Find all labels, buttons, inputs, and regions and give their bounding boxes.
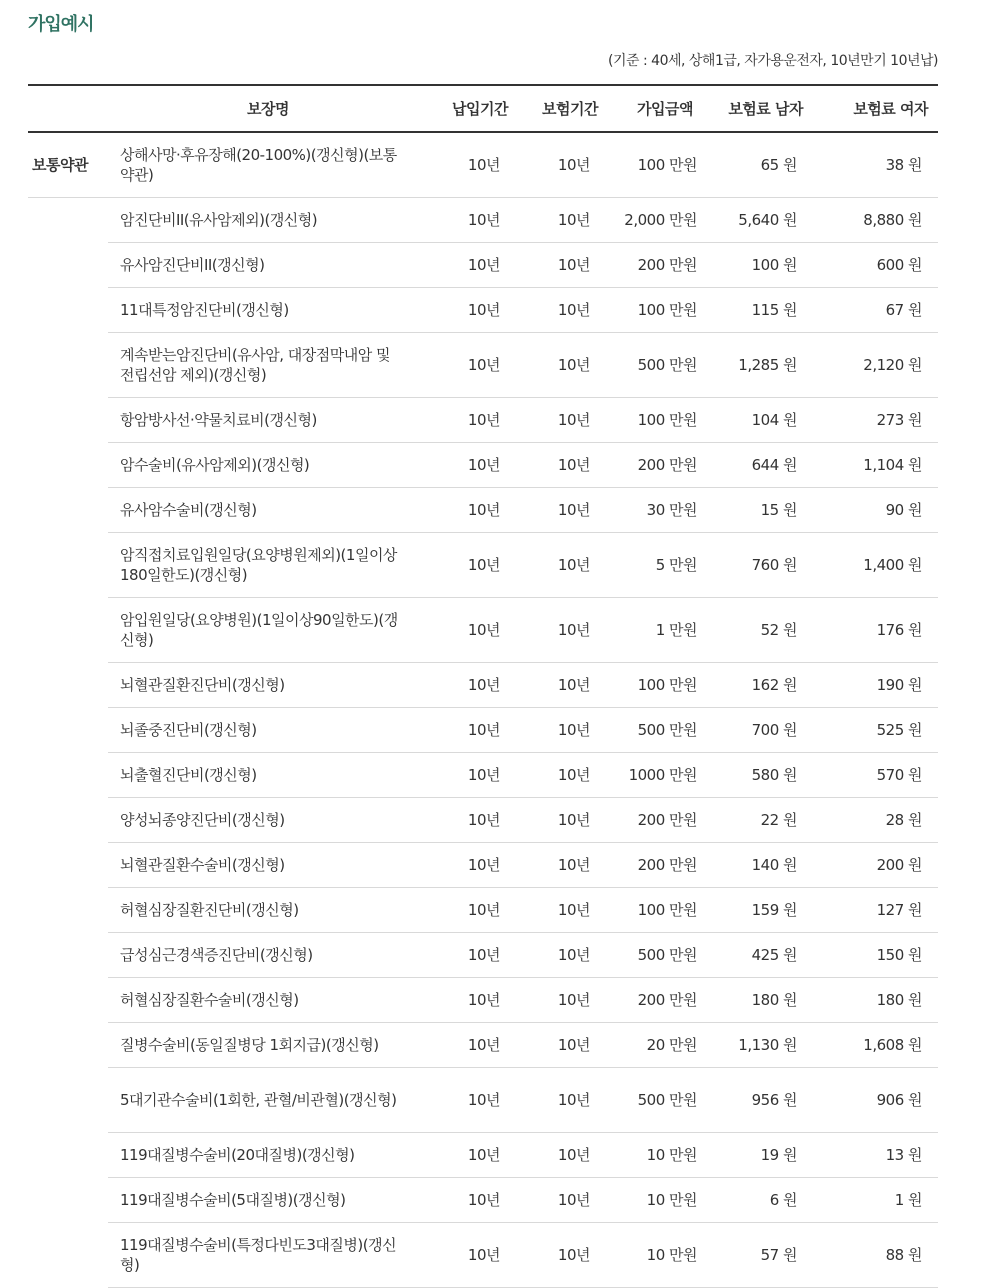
insurance-period-cell: 10년 xyxy=(518,132,608,197)
section-cell xyxy=(28,887,108,932)
section-cell xyxy=(28,487,108,532)
premium-female-cell: 150 원 xyxy=(813,932,938,977)
table-row xyxy=(28,1222,938,1287)
amount-cell: 100 만원 xyxy=(608,662,703,707)
insurance-period-cell: 10년 xyxy=(518,662,608,707)
premium-male-cell: 180 원 xyxy=(703,977,813,1022)
table-row xyxy=(28,752,938,797)
section-cell xyxy=(28,977,108,1022)
premium-male-cell: 159 원 xyxy=(703,887,813,932)
coverage-name: 11대특정암진단비(갱신형) xyxy=(108,287,428,332)
premium-male-cell: 5,640 원 xyxy=(703,197,813,242)
insurance-period-cell: 10년 xyxy=(518,532,608,597)
premium-female-cell: 190 원 xyxy=(813,662,938,707)
section-cell xyxy=(28,662,108,707)
insurance-period-cell: 10년 xyxy=(518,487,608,532)
insurance-period-cell: 10년 xyxy=(518,1222,608,1287)
coverage-name: 허혈심장질환진단비(갱신형) xyxy=(108,887,428,932)
pay-period-cell: 10년 xyxy=(428,487,518,532)
insurance-period-cell: 10년 xyxy=(518,1132,608,1177)
section-label: 보통약관 xyxy=(28,132,108,197)
premium-male-cell: 700 원 xyxy=(703,707,813,752)
table-row xyxy=(28,842,938,887)
premium-male-cell: 1,285 원 xyxy=(703,332,813,397)
header-section xyxy=(28,85,108,132)
table-row xyxy=(28,242,938,287)
table-row xyxy=(28,442,938,487)
pay-period-cell: 10년 xyxy=(428,1222,518,1287)
premium-female-cell: 1 원 xyxy=(813,1177,938,1222)
header-premium-female: 보험료 여자 xyxy=(813,85,938,132)
section-cell xyxy=(28,1132,108,1177)
insurance-period-cell: 10년 xyxy=(518,797,608,842)
pay-period-cell: 10년 xyxy=(428,597,518,662)
pay-period-cell: 10년 xyxy=(428,1067,518,1132)
amount-cell: 100 만원 xyxy=(608,887,703,932)
table-row xyxy=(28,707,938,752)
amount-cell: 200 만원 xyxy=(608,242,703,287)
section-cell xyxy=(28,1222,108,1287)
premium-female-cell: 200 원 xyxy=(813,842,938,887)
pay-period-cell: 10년 xyxy=(428,1177,518,1222)
premium-male-cell: 57 원 xyxy=(703,1222,813,1287)
premium-male-cell: 100 원 xyxy=(703,242,813,287)
coverage-name: 허혈심장질환수술비(갱신형) xyxy=(108,977,428,1022)
section-cell xyxy=(28,397,108,442)
header-premium-male: 보험료 남자 xyxy=(703,85,813,132)
coverage-name: 계속받는암진단비(유사암, 대장점막내암 및 전립선암 제외)(갱신형) xyxy=(108,332,428,397)
coverage-name: 119대질병수술비(20대질병)(갱신형) xyxy=(108,1132,428,1177)
section-cell xyxy=(28,332,108,397)
section-cell xyxy=(28,932,108,977)
table-row xyxy=(28,887,938,932)
insurance-period-cell: 10년 xyxy=(518,1022,608,1067)
pay-period-cell: 10년 xyxy=(428,842,518,887)
premium-male-cell: 15 원 xyxy=(703,487,813,532)
amount-cell: 2,000 만원 xyxy=(608,197,703,242)
coverage-name: 급성심근경색증진단비(갱신형) xyxy=(108,932,428,977)
premium-female-cell: 8,880 원 xyxy=(813,197,938,242)
premium-male-cell: 104 원 xyxy=(703,397,813,442)
premium-male-cell: 6 원 xyxy=(703,1177,813,1222)
coverage-name: 뇌혈관질환진단비(갱신형) xyxy=(108,662,428,707)
coverage-name: 뇌졸중진단비(갱신형) xyxy=(108,707,428,752)
premium-female-cell: 38 원 xyxy=(813,132,938,197)
table-row xyxy=(28,977,938,1022)
section-cell xyxy=(28,707,108,752)
amount-cell: 10 만원 xyxy=(608,1177,703,1222)
amount-cell: 100 만원 xyxy=(608,287,703,332)
table-row xyxy=(28,197,938,242)
premium-female-cell: 906 원 xyxy=(813,1067,938,1132)
section-cell xyxy=(28,287,108,332)
coverage-name: 뇌혈관질환수술비(갱신형) xyxy=(108,842,428,887)
amount-cell: 500 만원 xyxy=(608,1067,703,1132)
pay-period-cell: 10년 xyxy=(428,287,518,332)
premium-female-cell: 13 원 xyxy=(813,1132,938,1177)
amount-cell: 30 만원 xyxy=(608,487,703,532)
premium-female-cell: 525 원 xyxy=(813,707,938,752)
coverage-name: 암직접치료입원일당(요양병원제외)(1일이상180일한도)(갱신형) xyxy=(108,532,428,597)
pay-period-cell: 10년 xyxy=(428,932,518,977)
insurance-period-cell: 10년 xyxy=(518,752,608,797)
pay-period-cell: 10년 xyxy=(428,797,518,842)
section-cell xyxy=(28,797,108,842)
premium-female-cell: 28 원 xyxy=(813,797,938,842)
insurance-period-cell: 10년 xyxy=(518,932,608,977)
coverage-name: 암수술비(유사암제외)(갱신형) xyxy=(108,442,428,487)
coverage-name: 상해사망·후유장해(20-100%)(갱신형)(보통약관) xyxy=(108,132,428,197)
premium-male-cell: 644 원 xyxy=(703,442,813,487)
insurance-period-cell: 10년 xyxy=(518,397,608,442)
premium-female-cell: 176 원 xyxy=(813,597,938,662)
pay-period-cell: 10년 xyxy=(428,707,518,752)
premium-male-cell: 19 원 xyxy=(703,1132,813,1177)
premium-male-cell: 115 원 xyxy=(703,287,813,332)
header-pay-period: 납입기간 xyxy=(428,85,518,132)
insurance-period-cell: 10년 xyxy=(518,442,608,487)
amount-cell: 200 만원 xyxy=(608,842,703,887)
premium-female-cell: 570 원 xyxy=(813,752,938,797)
coverage-name: 질병수술비(동일질병당 1회지급)(갱신형) xyxy=(108,1022,428,1067)
amount-cell: 200 만원 xyxy=(608,442,703,487)
coverage-name: 항암방사선·약물치료비(갱신형) xyxy=(108,397,428,442)
premium-male-cell: 760 원 xyxy=(703,532,813,597)
insurance-period-cell: 10년 xyxy=(518,707,608,752)
pay-period-cell: 10년 xyxy=(428,1022,518,1067)
insurance-period-cell: 10년 xyxy=(518,287,608,332)
pay-period-cell: 10년 xyxy=(428,397,518,442)
pay-period-cell: 10년 xyxy=(428,977,518,1022)
table-row xyxy=(28,132,938,197)
amount-cell: 500 만원 xyxy=(608,332,703,397)
table-row xyxy=(28,487,938,532)
premium-female-cell: 90 원 xyxy=(813,487,938,532)
pay-period-cell: 10년 xyxy=(428,332,518,397)
table-row xyxy=(28,1022,938,1067)
coverage-table xyxy=(28,84,938,1288)
section-cell xyxy=(28,197,108,242)
table-row xyxy=(28,1132,938,1177)
premium-male-cell: 580 원 xyxy=(703,752,813,797)
coverage-name: 양성뇌종양진단비(갱신형) xyxy=(108,797,428,842)
coverage-name: 유사암진단비II(갱신형) xyxy=(108,242,428,287)
insurance-period-cell: 10년 xyxy=(518,242,608,287)
insurance-period-cell: 10년 xyxy=(518,887,608,932)
premium-female-cell: 1,104 원 xyxy=(813,442,938,487)
amount-cell: 1000 만원 xyxy=(608,752,703,797)
pay-period-cell: 10년 xyxy=(428,887,518,932)
pay-period-cell: 10년 xyxy=(428,1132,518,1177)
premium-female-cell: 1,608 원 xyxy=(813,1022,938,1067)
section-cell xyxy=(28,1177,108,1222)
section-cell xyxy=(28,242,108,287)
premium-female-cell: 127 원 xyxy=(813,887,938,932)
premium-male-cell: 162 원 xyxy=(703,662,813,707)
premium-male-cell: 65 원 xyxy=(703,132,813,197)
pay-period-cell: 10년 xyxy=(428,197,518,242)
coverage-name: 5대기관수술비(1회한, 관혈/비관혈)(갱신형) xyxy=(108,1067,428,1132)
table-row xyxy=(28,332,938,397)
coverage-name: 유사암수술비(갱신형) xyxy=(108,487,428,532)
amount-cell: 200 만원 xyxy=(608,977,703,1022)
header-insurance-period: 보험기간 xyxy=(518,85,608,132)
amount-cell: 500 만원 xyxy=(608,707,703,752)
table-row xyxy=(28,597,938,662)
basis-note: (기준 : 40세, 상해1급, 자가용운전자, 10년만기 10년납) xyxy=(608,53,938,69)
coverage-name: 뇌출혈진단비(갱신형) xyxy=(108,752,428,797)
table-row xyxy=(28,662,938,707)
premium-male-cell: 52 원 xyxy=(703,597,813,662)
premium-female-cell: 67 원 xyxy=(813,287,938,332)
section-cell xyxy=(28,1022,108,1067)
amount-cell: 10 만원 xyxy=(608,1132,703,1177)
insurance-period-cell: 10년 xyxy=(518,842,608,887)
insurance-period-cell: 10년 xyxy=(518,597,608,662)
section-cell xyxy=(28,597,108,662)
insurance-period-cell: 10년 xyxy=(518,1067,608,1132)
section-cell xyxy=(28,532,108,597)
table-row xyxy=(28,1067,938,1132)
premium-male-cell: 425 원 xyxy=(703,932,813,977)
pay-period-cell: 10년 xyxy=(428,442,518,487)
amount-cell: 100 만원 xyxy=(608,397,703,442)
amount-cell: 5 만원 xyxy=(608,532,703,597)
section-cell xyxy=(28,842,108,887)
table-body xyxy=(28,132,938,1287)
insurance-period-cell: 10년 xyxy=(518,332,608,397)
pay-period-cell: 10년 xyxy=(428,242,518,287)
premium-male-cell: 22 원 xyxy=(703,797,813,842)
amount-cell: 20 만원 xyxy=(608,1022,703,1067)
coverage-name: 119대질병수술비(특정다빈도3대질병)(갱신형) xyxy=(108,1222,428,1287)
premium-female-cell: 1,400 원 xyxy=(813,532,938,597)
pay-period-cell: 10년 xyxy=(428,532,518,597)
premium-male-cell: 140 원 xyxy=(703,842,813,887)
amount-cell: 1 만원 xyxy=(608,597,703,662)
premium-female-cell: 2,120 원 xyxy=(813,332,938,397)
pay-period-cell: 10년 xyxy=(428,132,518,197)
page-title: 가입예시 xyxy=(28,14,94,35)
amount-cell: 200 만원 xyxy=(608,797,703,842)
pay-period-cell: 10년 xyxy=(428,752,518,797)
coverage-name: 암입원일당(요양병원)(1일이상90일한도)(갱신형) xyxy=(108,597,428,662)
premium-male-cell: 956 원 xyxy=(703,1067,813,1132)
premium-female-cell: 88 원 xyxy=(813,1222,938,1287)
table-row xyxy=(28,1177,938,1222)
table-row xyxy=(28,532,938,597)
amount-cell: 100 만원 xyxy=(608,132,703,197)
insurance-period-cell: 10년 xyxy=(518,977,608,1022)
header-amount: 가입금액 xyxy=(608,85,703,132)
coverage-name: 119대질병수술비(5대질병)(갱신형) xyxy=(108,1177,428,1222)
premium-female-cell: 600 원 xyxy=(813,242,938,287)
pay-period-cell: 10년 xyxy=(428,662,518,707)
table-header xyxy=(28,85,938,132)
section-cell xyxy=(28,442,108,487)
amount-cell: 10 만원 xyxy=(608,1222,703,1287)
insurance-period-cell: 10년 xyxy=(518,197,608,242)
premium-female-cell: 273 원 xyxy=(813,397,938,442)
table-row xyxy=(28,397,938,442)
table-row xyxy=(28,287,938,332)
section-cell xyxy=(28,1067,108,1132)
amount-cell: 500 만원 xyxy=(608,932,703,977)
premium-female-cell: 180 원 xyxy=(813,977,938,1022)
insurance-period-cell: 10년 xyxy=(518,1177,608,1222)
premium-male-cell: 1,130 원 xyxy=(703,1022,813,1067)
table-row xyxy=(28,797,938,842)
coverage-name: 암진단비II(유사암제외)(갱신형) xyxy=(108,197,428,242)
section-cell xyxy=(28,752,108,797)
table-row xyxy=(28,932,938,977)
header-name: 보장명 xyxy=(108,85,428,132)
